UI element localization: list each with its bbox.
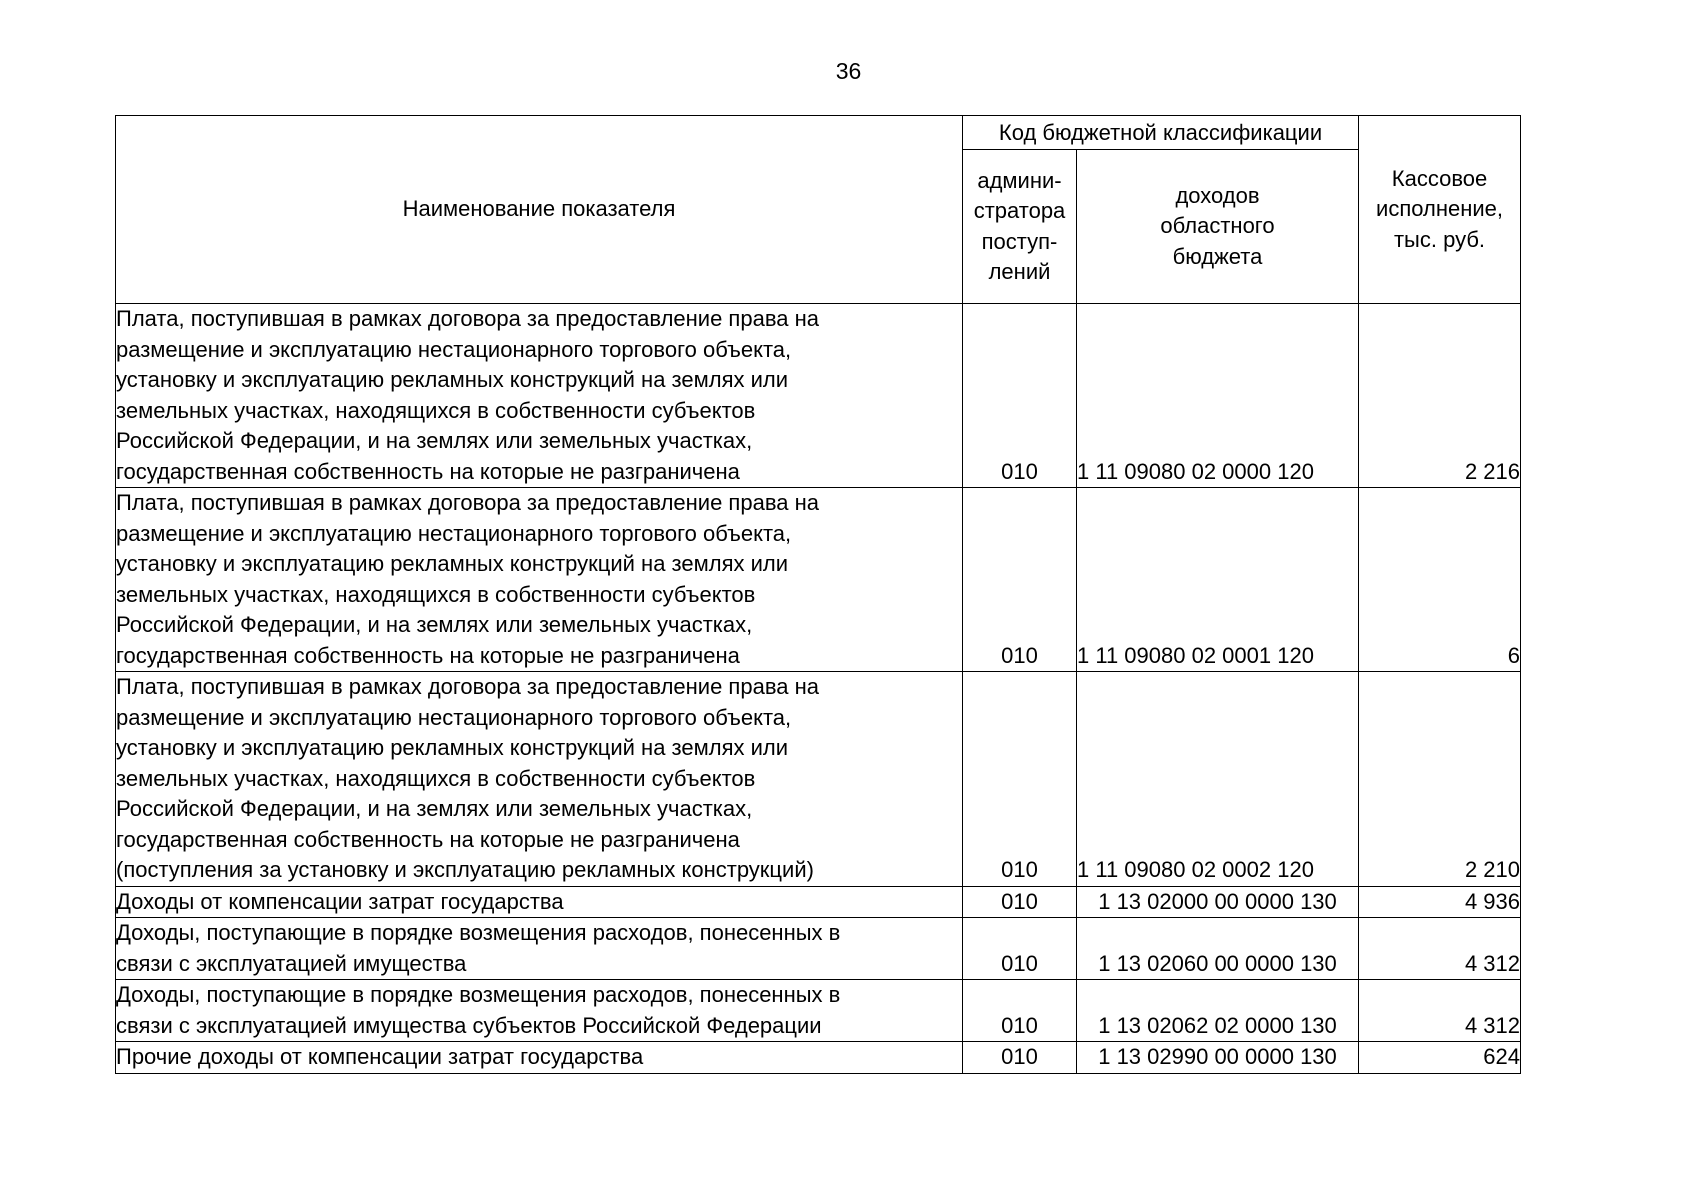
row-amount: 4 312 (1359, 918, 1521, 980)
name-line: (поступления за установку и эксплуатацию рекламных конструкций) (116, 857, 814, 882)
row-budget-code: 1 13 02062 02 0000 130 (1077, 980, 1359, 1042)
name-line: размещение и эксплуатацию нестационарного торгового объекта, (116, 704, 792, 730)
name-line: земельных участках, находящихся в собственности субъектов (116, 765, 756, 791)
row-indicator-name (116, 488, 963, 672)
row-admin-code: 010 (963, 1042, 1077, 1074)
table-row (116, 980, 1521, 1042)
row-indicator-name (116, 1042, 963, 1074)
header-line: лений (988, 259, 1051, 284)
table-header-row (116, 116, 1521, 150)
header-cash-execution (1359, 116, 1521, 304)
name-line: государственная собственность на которые не разграничена (116, 642, 740, 668)
table-row (116, 488, 1521, 672)
row-budget-code: 1 11 09080 02 0002 120 (1077, 672, 1359, 887)
row-indicator-name (116, 918, 963, 980)
name-line: Прочие доходы от компенсации затрат государства (116, 1044, 644, 1069)
header-line: доходов (1175, 182, 1260, 208)
table-row (116, 918, 1521, 980)
name-line: Доходы, поступающие в порядке возмещения расходов, понесенных в (116, 982, 841, 1007)
row-admin-code: 010 (963, 918, 1077, 980)
row-budget-code: 1 13 02990 00 0000 130 (1077, 1042, 1359, 1074)
row-budget-code: 1 11 09080 02 0001 120 (1077, 488, 1359, 672)
row-indicator-name (116, 672, 963, 887)
row-indicator-name (116, 304, 963, 488)
row-admin-code: 010 (963, 304, 1077, 488)
row-admin-code: 010 (963, 886, 1077, 918)
row-admin-code: 010 (963, 980, 1077, 1042)
name-line: Российской Федерации, и на землях или земельных участках, (116, 796, 753, 821)
header-line: поступ- (981, 228, 1058, 254)
header-regional-budget-income (1077, 150, 1359, 304)
name-line: Российской Федерации, и на землях или земельных участках, (116, 612, 753, 637)
row-name-clip (116, 488, 962, 671)
name-line: Плата, поступившая в рамках договора за предоставление права на (116, 306, 819, 331)
name-line: земельных участках, находящихся в собственности субъектов (116, 397, 756, 423)
name-line: государственная собственность на которые не разграничена (116, 458, 740, 484)
name-line: Доходы от компенсации затрат государства (116, 888, 564, 914)
header-line: исполнение, (1376, 196, 1503, 222)
name-line: государственная собственность на которые не разграничена (116, 826, 740, 852)
header-line: Кассовое (1391, 165, 1488, 191)
name-line: Плата, поступившая в рамках договора за предоставление права на (116, 490, 819, 515)
row-budget-code: 1 11 09080 02 0000 120 (1077, 304, 1359, 488)
name-line: Доходы, поступающие в порядке возмещения расходов, понесенных в (116, 920, 841, 945)
name-line: Российской Федерации, и на землях или земельных участках, (116, 428, 753, 453)
row-amount: 624 (1359, 1042, 1521, 1074)
row-indicator-name (116, 886, 963, 918)
header-line: тыс. руб. (1393, 226, 1486, 252)
header-classification-code: Код бюджетной классификации (963, 116, 1359, 150)
row-amount: 2 216 (1359, 304, 1521, 488)
header-line: админи- (977, 167, 1062, 193)
row-amount: 2 210 (1359, 672, 1521, 887)
name-line: установку и эксплуатацию рекламных конструкций на землях или (116, 551, 789, 576)
table-row (116, 886, 1521, 918)
row-budget-code: 1 13 02000 00 0000 130 (1077, 886, 1359, 918)
name-line: связи с эксплуатацией имущества субъектов Российской Федерации (116, 1012, 822, 1038)
budget-revenue-table (115, 115, 1521, 1074)
header-line: областного (1160, 213, 1275, 239)
name-line: установку и эксплуатацию рекламных конструкций на землях или (116, 367, 789, 392)
name-line: связи с эксплуатацией имущества (116, 950, 467, 976)
page-number: 36 (835, 58, 862, 84)
table-row (116, 672, 1521, 887)
row-indicator-name (116, 980, 963, 1042)
header-line: бюджета (1172, 243, 1263, 269)
name-line: Плата, поступившая в рамках договора за предоставление права на (116, 674, 819, 699)
row-amount: 4 936 (1359, 886, 1521, 918)
name-line: земельных участках, находящихся в собственности субъектов (116, 581, 756, 607)
header-indicator-name: Наименование показателя (116, 116, 963, 304)
name-line: размещение и эксплуатацию нестационарного торгового объекта, (116, 520, 792, 546)
row-admin-code: 010 (963, 672, 1077, 887)
table-row (116, 1042, 1521, 1074)
row-amount: 4 312 (1359, 980, 1521, 1042)
name-line: размещение и эксплуатацию нестационарного торгового объекта, (116, 336, 792, 362)
header-line: стратора (973, 198, 1066, 223)
row-admin-code: 010 (963, 488, 1077, 672)
name-line: установку и эксплуатацию рекламных конструкций на землях или (116, 735, 789, 760)
row-budget-code: 1 13 02060 00 0000 130 (1077, 918, 1359, 980)
header-revenue-administrator (963, 150, 1077, 304)
table-row (116, 304, 1521, 488)
row-amount: 6 (1359, 488, 1521, 672)
